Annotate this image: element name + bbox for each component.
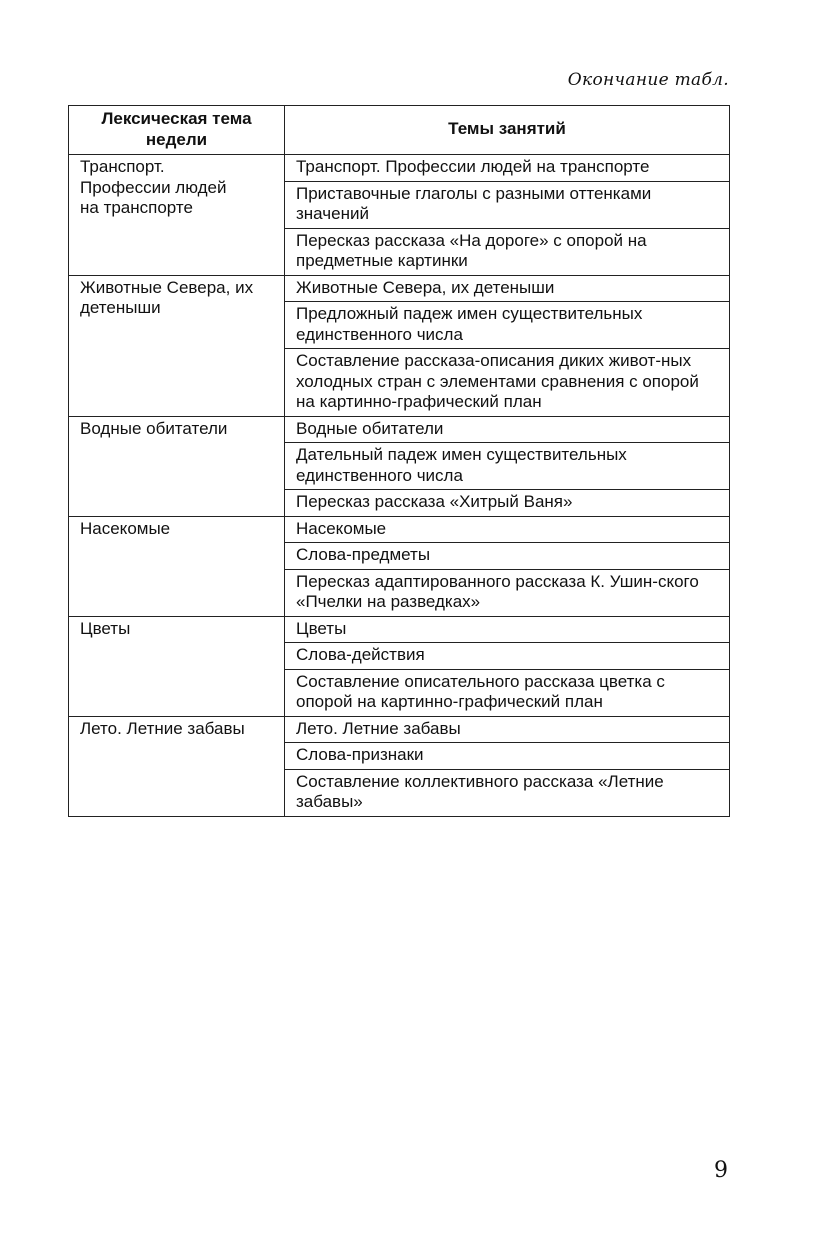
lesson-cell: Транспорт. Профессии людей на транспорте — [285, 155, 730, 182]
lesson-cell: Насекомые — [285, 516, 730, 543]
lesson-cell: Животные Севера, их детеныши — [285, 275, 730, 302]
header-row — [69, 106, 730, 155]
table-row — [69, 155, 730, 182]
lesson-cell — [285, 669, 730, 716]
table-caption: Окончание табл. — [567, 70, 729, 90]
theme-text: Транспорт. Профессии людей на транспорте — [80, 157, 227, 217]
theme-cell: Водные обитатели — [69, 416, 285, 516]
theme-cell: Лето. Летние забавы — [69, 716, 285, 816]
table-row — [69, 275, 730, 302]
lesson-cell: Лето. Летние забавы — [285, 716, 730, 743]
page-number: 9 — [714, 1158, 728, 1183]
table-body — [69, 155, 730, 817]
header-weekly-theme: Лексическая тема недели — [69, 106, 285, 155]
theme-text: Животные Севера, их детеныши — [80, 277, 254, 317]
lesson-cell: Слова-действия — [285, 643, 730, 670]
theme-cell: Насекомые — [69, 516, 285, 616]
lesson-cell: Дательный падеж имен существительных единственного числа — [285, 443, 730, 490]
table-row — [69, 616, 730, 643]
table-header — [69, 106, 730, 155]
table-row — [69, 716, 730, 743]
lesson-cell: Пересказ рассказа «На дороге» с опорой на предметные картинки — [285, 228, 730, 275]
lesson-cell: Пересказ рассказа «Хитрый Ваня» — [285, 490, 730, 517]
lesson-text: Составление описательного рассказа цветка с опорой на картинно-графический план — [296, 671, 665, 711]
theme-cell — [69, 275, 285, 416]
header-lesson-topics: Темы занятий — [285, 106, 730, 155]
theme-cell — [69, 155, 285, 276]
theme-cell: Цветы — [69, 616, 285, 716]
lesson-text: Пересказ адаптированного рассказа К. Ушин-ского «Пчелки на разведках» — [296, 571, 699, 611]
lesson-cell: Цветы — [285, 616, 730, 643]
lesson-cell: Приставочные глаголы с разными оттенками значений — [285, 181, 730, 228]
lesson-cell — [285, 349, 730, 417]
lesson-cell: Водные обитатели — [285, 416, 730, 443]
lesson-cell: Слова-предметы — [285, 543, 730, 570]
table-row — [69, 416, 730, 443]
lesson-text: Составление рассказа-описания диких живот-ных холодных стран с элементами сравнения с опорой на картинно-графический план — [296, 351, 699, 411]
lesson-cell: Предложный падеж имен существительных единственного числа — [285, 302, 730, 349]
lesson-cell: Слова-признаки — [285, 743, 730, 770]
table-row — [69, 516, 730, 543]
lesson-topics-table — [68, 105, 730, 817]
lesson-cell — [285, 569, 730, 616]
lesson-cell: Составление коллективного рассказа «Летние забавы» — [285, 769, 730, 816]
